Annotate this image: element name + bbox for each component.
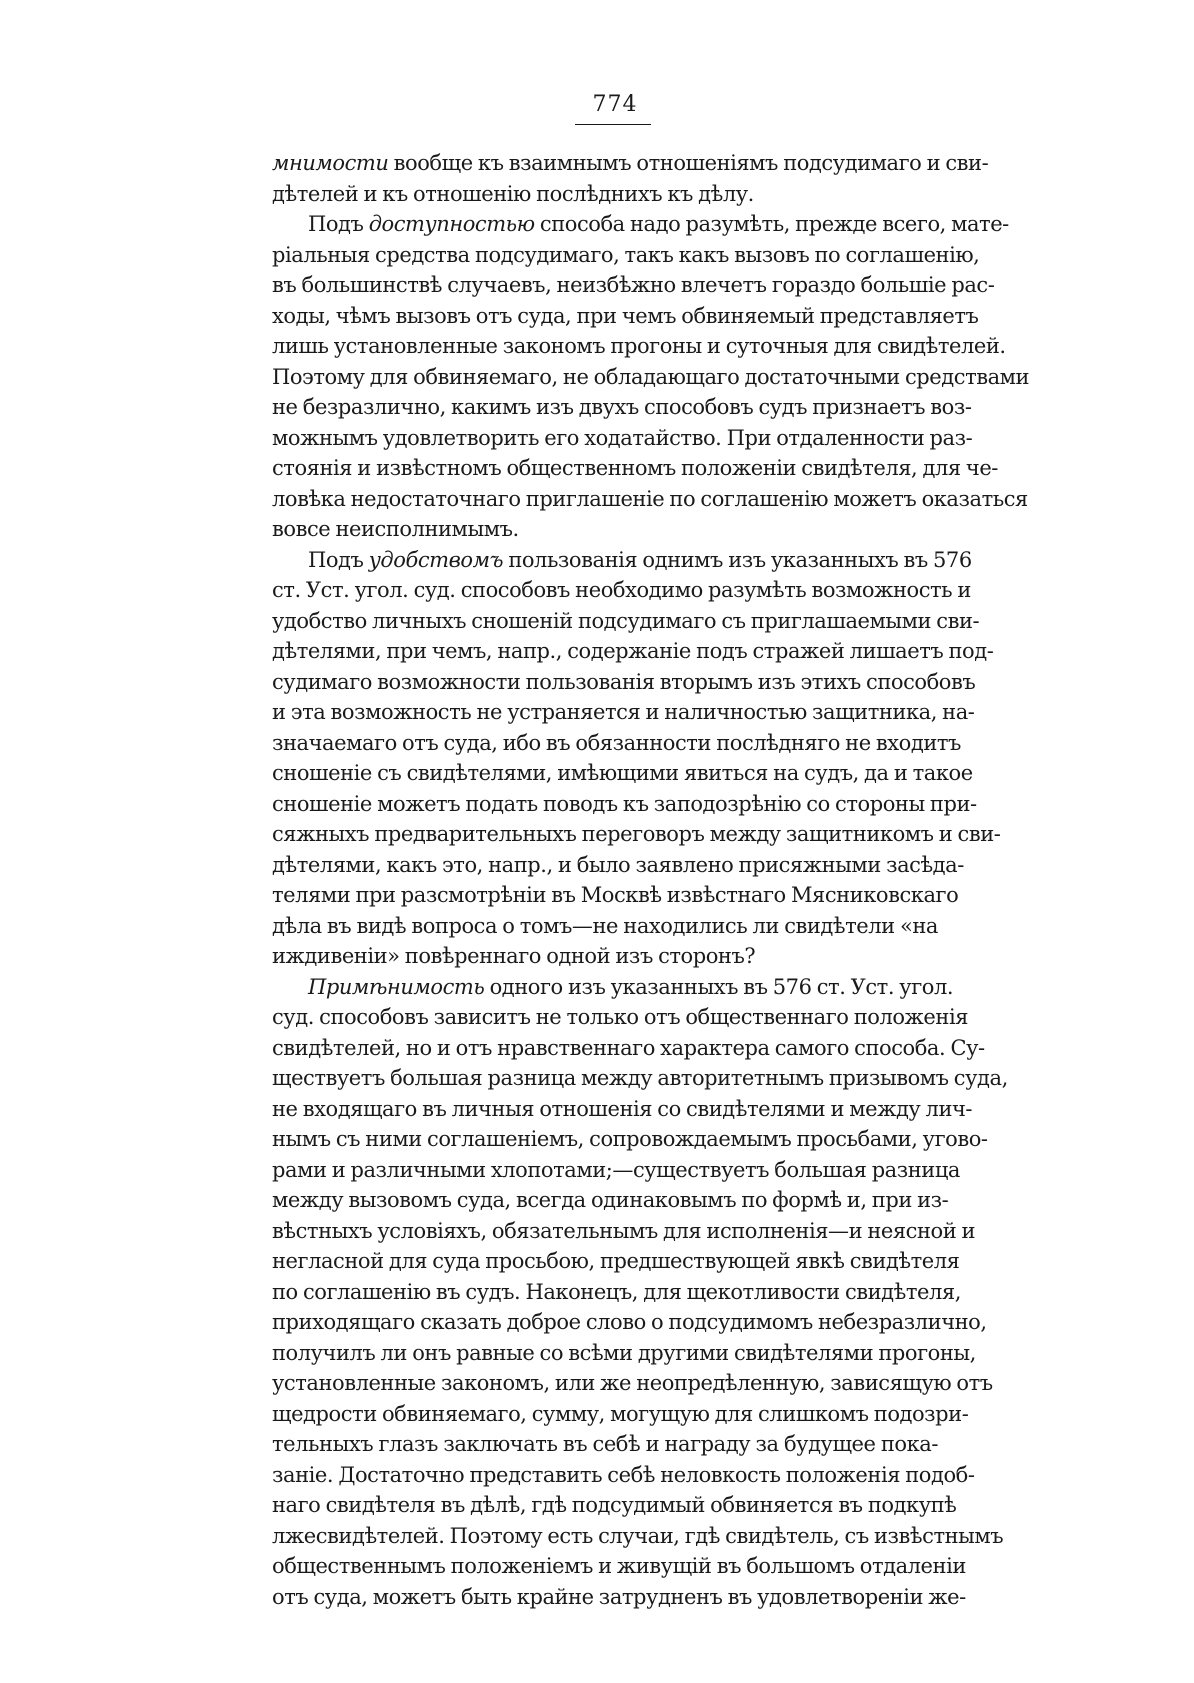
text-line: значаемаго отъ суда, ибо въ обязанности послѣдняго не входитъ — [272, 730, 961, 755]
text-line: ловѣка недостаточнаго приглашеніе по соглашенію можетъ оказаться — [272, 486, 1028, 511]
paragraph — [272, 545, 1001, 972]
text-line: и эта возможность не устраняется и наличностью защитника, на- — [272, 700, 975, 724]
text-line: свидѣтелей, но и отъ нравственнаго характера самого способа. Су- — [272, 1035, 985, 1060]
text-line: не входящаго въ личныя отношенія со свидѣтелями и между лич- — [272, 1096, 973, 1121]
body-text — [272, 148, 1030, 1612]
text-line: не безразлично, какимъ изъ двухъ способовъ судъ признаетъ воз- — [272, 395, 972, 419]
text-line: дѣтелями, какъ это, напр., и было заявлено присяжными засѣда- — [272, 852, 964, 877]
paragraph — [272, 148, 989, 209]
page-number: 774 — [592, 92, 638, 117]
text-line: ріальныя средства подсудимаго, такъ какъ вызовъ по соглашенію, — [272, 242, 980, 267]
text-line: сношеніе съ свидѣтелями, имѣющими явиться на судъ, да и такое — [272, 761, 973, 785]
text-line: стоянія и извѣстномъ общественномъ положеніи свидѣтеля, для че- — [272, 456, 998, 480]
text-line: дѣтелями, при чемъ, напр., содержаніе подъ стражей лишаетъ под- — [272, 639, 994, 663]
text-line: наго свидѣтеля въ дѣлѣ, гдѣ подсудимый обвиняется въ подкупѣ — [272, 1493, 957, 1517]
text-line: Подъ доступностью способа надо разумѣть, прежде всего, мате- — [308, 212, 1009, 236]
text-line: рами и различными хлопотами;—существуетъ большая разница — [272, 1157, 960, 1182]
text-line: сношеніе можетъ подать поводъ къ заподозрѣнію со стороны при- — [272, 791, 977, 816]
text-line: вовсе неисполнимымъ. — [272, 517, 519, 541]
text-line: удобство личныхъ сношеній подсудимаго съ приглашаемыми сви- — [272, 608, 980, 633]
text-line: дѣла въ видѣ вопроса о томъ—не находились ли свидѣтели «на — [272, 913, 938, 938]
text-line: по соглашенію въ судъ. Наконецъ, для щекотливости свидѣтеля, — [272, 1279, 961, 1304]
text-line: вѣстныхъ условіяхъ, обязательнымъ для исполненія—и неясной и — [272, 1218, 976, 1243]
text-line: лжесвидѣтелей. Поэтому есть случаи, гдѣ свидѣтель, съ извѣстнымъ — [272, 1523, 1004, 1548]
text-line: тельныхъ глазъ заключать въ себѣ и награду за будущее пока- — [272, 1432, 938, 1456]
text-line: судимаго возможности пользованія вторымъ изъ этихъ способовъ — [272, 669, 976, 694]
text-line: нымъ съ ними соглашеніемъ, сопровождаемымъ просьбами, угово- — [272, 1127, 988, 1151]
text-line: ходы, чѣмъ вызовъ отъ суда, при чемъ обвиняемый представляетъ — [272, 303, 979, 328]
text-line: Примѣнимость одного изъ указанныхъ въ 576 ст. Уст. угол. — [308, 974, 954, 999]
text-line: иждивеніи» повѣреннаго одной изъ сторонъ? — [272, 944, 756, 968]
text-line: суд. способовъ зависитъ не только отъ общественнаго положенія — [272, 1005, 969, 1029]
text-line: ст. Уст. угол. суд. способовъ необходимо разумѣть возможность и — [272, 578, 971, 602]
text-line: общественнымъ положеніемъ и живущій въ большомъ отдаленіи — [272, 1554, 966, 1578]
text-line: приходящаго сказать доброе слово о подсудимомъ небезразлично, — [272, 1310, 987, 1334]
text-line: щедрости обвиняемаго, сумму, могущую для слишкомъ подозри- — [272, 1401, 969, 1426]
paragraph — [272, 209, 1030, 545]
text-line: Подъ удобствомъ пользованія однимъ изъ указанныхъ въ 576 — [308, 547, 972, 572]
paragraph — [272, 972, 1008, 1613]
text-line: телями при разсмотрѣніи въ Москвѣ извѣстнаго Мясниковскаго — [272, 883, 959, 907]
text-line: Поэтому для обвиняемаго, не обладающаго достаточными средствами — [272, 364, 1030, 389]
text-line: заніе. Достаточно представить себѣ неловкость положенія подоб- — [272, 1462, 975, 1487]
text-line: сяжныхъ предварительныхъ переговоръ между защитникомъ и сви- — [272, 822, 1001, 846]
text-line: между вызовомъ суда, всегда одинаковымъ по формѣ и, при из- — [272, 1188, 949, 1212]
text-line: ществуетъ большая разница между авторитетнымъ призывомъ суда, — [272, 1066, 1008, 1090]
text-line: установленные закономъ, или же неопредѣленную, зависящую отъ — [272, 1371, 993, 1395]
text-line: можнымъ удовлетворить его ходатайство. При отдаленности раз- — [272, 425, 973, 450]
text-line: въ большинствѣ случаевъ, неизбѣжно влечетъ гораздо большіе рас- — [272, 273, 995, 297]
text-line: мнимости вообще къ взаимнымъ отношеніямъ подсудимаго и сви- — [272, 151, 989, 175]
text-line: негласной для суда просьбою, предшествующей явкѣ свидѣтеля — [272, 1249, 960, 1273]
page-number-rule — [575, 124, 651, 125]
text-line: дѣтелей и къ отношенію послѣднихъ къ дѣлу. — [272, 181, 754, 206]
text-line: получилъ ли онъ равные со всѣми другими свидѣтелями прогоны, — [272, 1340, 976, 1365]
text-line: отъ суда, можетъ быть крайне затрудненъ въ удовлетвореніи же- — [272, 1584, 966, 1609]
text-line: лишь установленные закономъ прогоны и суточныя для свидѣтелей. — [272, 334, 1006, 358]
